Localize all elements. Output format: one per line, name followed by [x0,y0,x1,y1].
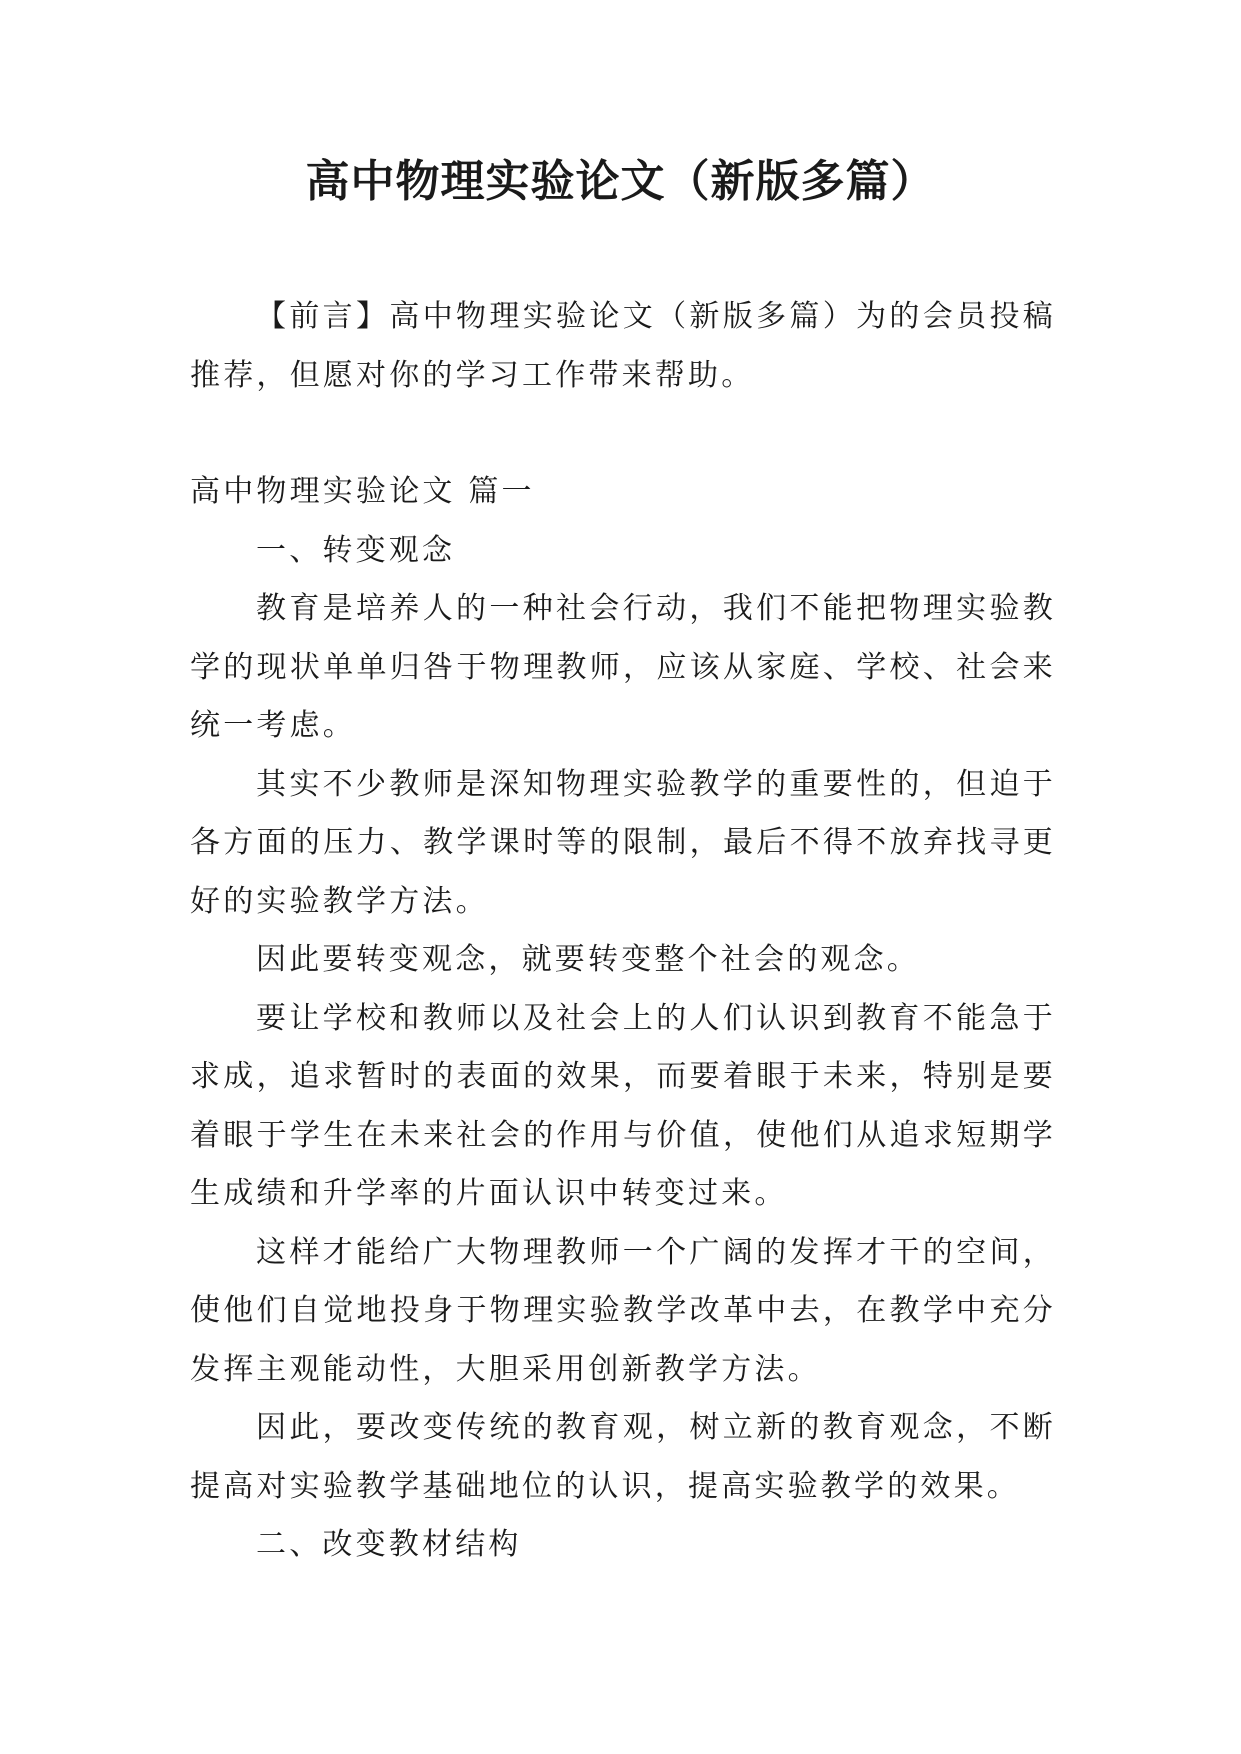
preface-paragraph: 【前言】高中物理实验论文（新版多篇）为的会员投稿推荐，但愿对你的学习工作带来帮助。 [190,299,1056,393]
paragraph: 这样才能给广大物理教师一个广阔的发挥才干的空间，使他们自觉地投身于物理实验教学改革中去，在教学中充分发挥主观能动性，大胆采用创新教学方法。 [190,1234,1056,1387]
paragraph-heading-2: 二、改变教材结构 [256,1527,522,1562]
document-body [190,288,1056,1575]
paragraph: 因此，要改变传统的教育观，树立新的教育观念，不断提高对实验教学基础地位的认识，提高实验教学的效果。 [190,1410,1056,1504]
paragraph: 因此要转变观念，就要转变整个社会的观念。 [256,942,920,977]
document-title: 高中物理实验论文（新版多篇） [305,156,936,207]
paragraph: 要让学校和教师以及社会上的人们认识到教育不能急于求成，追求暂时的表面的效果，而要着眼于未来，特别是要着眼于学生在未来社会的作用与价值，使他们从追求短期学生成绩和升学率的片面认识中转变过来。 [190,1000,1056,1211]
paragraph-heading-1: 一、转变观念 [256,532,456,568]
section-heading: 高中物理实验论文 篇一 [190,474,535,509]
paragraph: 教育是培养人的一种社会行动，我们不能把物理实验教学的现状单单归咎于物理教师，应该从家庭、学校、社会来统一考虑。 [190,591,1056,743]
paragraph: 其实不少教师是深知物理实验教学的重要性的，但迫于各方面的压力、教学课时等的限制，最后不得不放弃找寻更好的实验教学方法。 [190,766,1056,919]
